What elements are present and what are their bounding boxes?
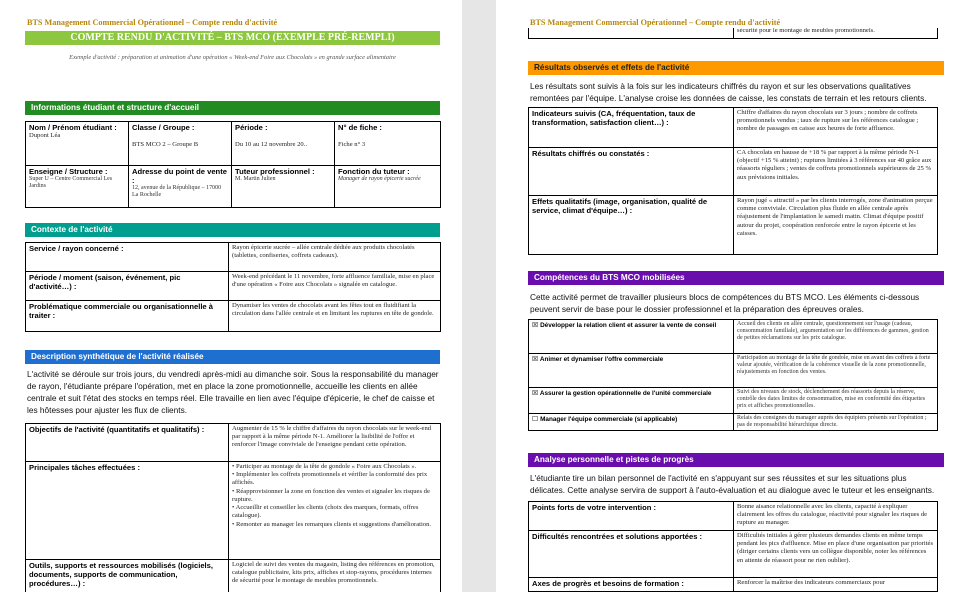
document-header: BTS Management Commercial Opérationnel – Compte rendu d'activité (530, 18, 781, 27)
document-header: BTS Management Commercial Opérationnel – Compte rendu d'activité (27, 18, 278, 27)
skills-paragraph: Cette activité permet de travailler plusieurs blocs de compétences du BTS MCO. Les éléments ci-dessous peuvent servir de base pour le dossier professionnel et la préparation des épreuves orales. (530, 292, 920, 315)
table-row: Objectifs de l'activité (quantitatifs et qualitatifs) : Augmenter de 15 % le chiffre d'affaires du rayon chocolats sur le week-end par rapport à la même période N-1. Améliorer la lisibilité de l'offre et renforcer l'image conviviale de l'enseigne pendant cette opération. (26, 424, 441, 462)
checked-box-icon[interactable]: ☒ (532, 389, 539, 397)
list-item: • Accueillir et conseiller les clients (choix des marques, formats, offres catalogue). (232, 504, 437, 520)
analysis-paragraph: L'étudiante tire un bilan personnel de l'activité en s'appuyant sur ses réussites et sur les situations plus délicates. Cette analyse servira de support à l'auto-évaluation et au dialogue avec le tuteur et les enseignants. (530, 473, 935, 496)
activity-intro: Exemple d'activité : préparation et animation d'une opération « Week-end Foire aux Chocolats » en grande surface alimentaire (69, 54, 396, 61)
tutor-function-cell: Fonction du tuteur : Manager de rayon épicerie sucrée (335, 166, 441, 208)
table-row: Effets qualitatifs (image, organisation, qualité de service, climat d'équipe…) : Rayon jugé « attractif » par les clients interrogés, zone d'animation perçue comme conviviale. Circulation plus fluide en allée centrale après réajustement de l'implantation le samedi matin. Climat d'équipe positif autour du projet, coopération renforcée entre le rayon épicerie et les caisses. (529, 196, 938, 255)
table-row: Période / moment (saison, événement, pic d'activité…) : Week-end précédant le 11 novembre, forte affluence familiale, mise en place d'une opération « Foire aux Chocolats » signalée en catalogue. (26, 272, 441, 301)
table-row: Indicateurs suivis (CA, fréquentation, taux de transformation, satisfaction client…) : Chiffre d'affaires du rayon chocolats sur 3 jours ; nombre de coffrets promotionnels vendus ; taux de rupture sur les références catalogue ; nombre de passages en caisse aux heures de forte affluence. (529, 108, 938, 148)
document-title: COMPTE RENDU D'ACTIVITÉ – BTS MCO (EXEMPLE PRÉ-REMPLI) (25, 31, 440, 45)
skills-table (528, 319, 938, 431)
tutor-cell: Tuteur professionnel : M. Martin Julien (232, 166, 335, 208)
checked-box-icon[interactable]: ☒ (532, 355, 539, 363)
table-row: Difficultés rencontrées et solutions apportées : Difficultés initiales à gérer plusieurs demandes clients en même temps pendant les pics d'affluence. Mise en place d'une organisation par priorités (diriger certains clients vers un collègue disponible, noter les références en attente de réassort pour ne rien oublier). (529, 531, 938, 578)
table-row: ☒ Développer la relation client et assurer la vente de conseil Accueil des clients en allée centrale, questionnement sur l'usage (cadeau, consommation familiale), argumentation sur les différences de gammes, gestion de petites réclamations sur les prix catalogue. (529, 320, 938, 354)
page-right (496, 0, 957, 592)
student-info-table (25, 121, 441, 208)
structure-cell: Enseigne / Structure : Super U – Centre Commercial Les Jardins (26, 166, 129, 208)
student-name-cell: Nom / Prénom étudiant : Dupont Léa (26, 122, 129, 166)
unchecked-box-icon[interactable]: ☐ (532, 415, 539, 423)
section-title-description: Description synthétique de l'activité réalisée (25, 350, 440, 364)
sheet-number-cell: N° de fiche : Fiche n° 3 (335, 122, 441, 166)
table-row: Problématique commerciale ou organisationnelle à traiter : Dynamiser les ventes de chocolats avant les fêtes tout en fluidifiant la circulation dans l'allée centrale et en limitant les ruptures en tête de gondole. (26, 301, 441, 332)
list-item: • Réapprovisionner la zone en fonction des ventes et signaler les risques de rupture. (232, 488, 437, 504)
checked-box-icon[interactable]: ☒ (532, 321, 539, 329)
list-item: • Implémenter les coffrets promotionnels et vérifier la conformité des prix affichés. (232, 471, 437, 487)
table-row: Service / rayon concerné : Rayon épicerie sucrée – allée centrale dédiée aux produits chocolatés (tablettes, confiseries, coffrets cadeaux). (26, 243, 441, 272)
table-row: Principales tâches effectuées : • Participer au montage de la tête de gondole « Foire aux Chocolats ». • Implémenter les coffrets promotionnels et vérifier la conformité des prix affichés. • Réapprovisionner la zone en fonction des ventes et signaler les risques de rupture. • Accueillir et conseiller les clients (choix des marques, formats, offres catalogue). • Remonter au manager les remarques clients et suggestions d'amélioration. (26, 462, 441, 560)
continued-table: sécurité pour le montage de meubles promotionnels. (528, 28, 938, 39)
list-item: • Remonter au manager les remarques clients et suggestions d'amélioration. (232, 521, 437, 529)
results-table (528, 107, 938, 255)
section-title-analysis: Analyse personnelle et pistes de progrès (528, 453, 944, 467)
section-title-skills: Compétences du BTS MCO mobilisées (528, 271, 944, 285)
table-row: ☒ Assurer la gestion opérationnelle de l'unité commerciale Suivi des niveaux de stock, déclenchement des réassorts depuis la réserve, contrôle des dates limites de consommation, mise en conformité des étiquettes prix et affiches promotionnelles. (529, 388, 938, 414)
analysis-table (528, 501, 938, 592)
table-row: Outils, supports et ressources mobilisés (logiciels, documents, supports de communication, procédures…) : Logiciel de suivi des ventes du magasin, listing des références en promotion, catalogue publicitaire, kits prix, affiches et stop-rayons, procédures internes de sécurité pour le montage de meubles promotionnels. (26, 560, 441, 592)
section-title-results: Résultats observés et effets de l'activité (528, 61, 944, 75)
page-left (0, 0, 462, 592)
description-paragraph: L'activité se déroule sur trois jours, du vendredi après-midi au dimanche soir. Sous la responsabilité du manager de rayon, l'étudiante prépare l'opération, met en place la zone promotionnelle, accueille les clients en allée centrale et suit l'état des stocks en temps réel. Elle travaille en lien avec l'équipe d'épicerie, le chef de caisse et les hôtesses pour ajuster les flux de clients. (27, 369, 439, 416)
table-row: ☐ Manager l'équipe commerciale (si applicable) Relais des consignes du manager auprès des équipiers présents sur l'opération ; pas de responsabilité hiérarchique directe. (529, 414, 938, 431)
table-row: ☒ Animer et dynamiser l'offre commerciale Participation au montage de la tête de gondole, mise en avant des coffrets à forte valeur ajoutée, vérification de la cohérence visuelle de la zone promotionnelle, réajustements en fonction des ventes. (529, 354, 938, 388)
section-title-context: Contexte de l'activité (25, 223, 440, 237)
period-cell: Période : Du 10 au 12 novembre 20.. (232, 122, 335, 166)
table-row: Résultats chiffrés ou constatés : CA chocolats en hausse de +18 % par rapport à la même période N-1 (objectif +15 % atteint) ; ruptures limitées à 3 références sur 40 grâce aux réassorts réguliers ; ventes de coffrets promotionnels supérieures de 25 % aux prévisions initiales. (529, 148, 938, 196)
table-row: Points forts de votre intervention : Bonne aisance relationnelle avec les clients, capacité à expliquer clairement les offres du catalogue, réactivité pour signaler les risques de rupture au manager. (529, 502, 938, 531)
address-cell: Adresse du point de vente : 12, avenue de la République – 17000 La Rochelle (129, 166, 232, 208)
results-paragraph: Les résultats sont suivis à la fois sur les indicateurs chiffrés du rayon et sur les observations qualitatives remontées par l'équipe. L'analyse croise les données de caisse, les constats de terrain et les retours clients. (530, 81, 927, 104)
section-title-student-info: Informations étudiant et structure d'accueil (25, 101, 440, 115)
list-item: • Participer au montage de la tête de gondole « Foire aux Chocolats ». (232, 463, 437, 471)
class-cell: Classe / Groupe : BTS MCO 2 – Groupe B (129, 122, 232, 166)
description-table (25, 423, 441, 592)
table-row: Axes de progrès et besoins de formation : Renforcer la maîtrise des indicateurs commerciaux pour (529, 578, 938, 592)
context-table (25, 242, 441, 332)
